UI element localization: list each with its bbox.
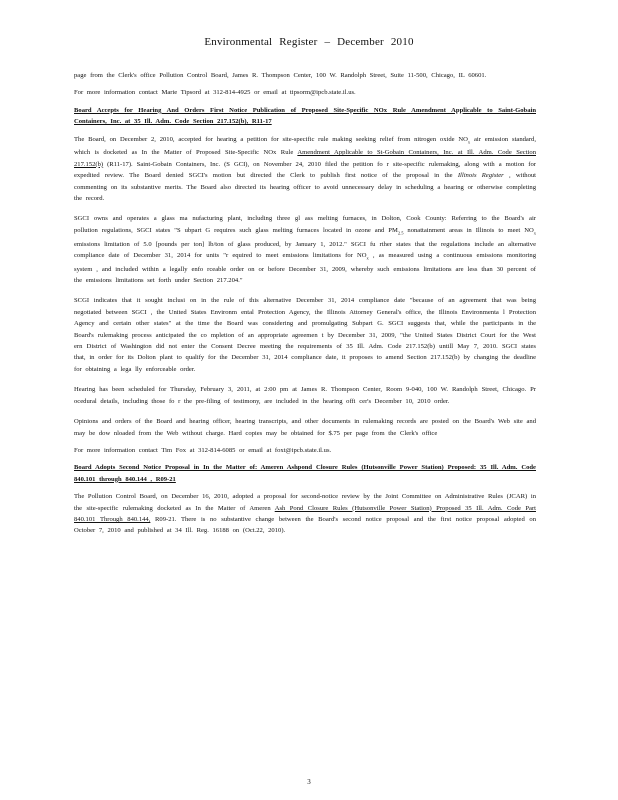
paragraph-clerk-office: page from the Clerk's office Pollution Control Board, James R. Thompson Center, 100 W. Randolph Street, Suite 11-500, Chicago, IL 60601.	[74, 72, 487, 79]
subscript: x	[467, 138, 471, 144]
paragraph-hearing-scheduled: Hearing has been scheduled for Thursday, February 3, 2011, at 2:00 pm at James R. Thompson Center, Room 9-040, 100 W. Randolph Street, Chicago. Pr ocedural details, including those fo r the pre-filing of testimony, are included in the hearing offi cer's December 10, 2010 order.	[74, 386, 536, 405]
paragraph-sgci-owns	[74, 213, 536, 286]
paragraph-scgi-indicates: SCGI indicates that it sought inclusi on in the rule of this alternative December 31, 2014 compliance date "because of an agreement that was being negotiated between SGCI , the United States Environm ental Protection Agency, the Illinois Attorney General's office, the Illinois Environmenta l Protection Agency and certain other states" at the time the Board was considering and promulgating Subpart G. SGCI suggests that, while the participants in the Board's rulemaking process anticipated the co mpletion of an appropriate agreemen t by December 31, 2009, "the United States District Court for the West ern District of Washington did not enter the Consent Decree meeting the requirements of 35 Ill. Adm. Code 217.152(b) untill May 7, 2010. SGCI states that, in order for its Dolton plant to qualify for the December 31, 2014 compliance date, it proposes to amend Section 217.152(b) by changing the deadline for obtaining a lega lly enforceable order.	[74, 297, 536, 373]
text-run: (R11-17). Saint-Gobain Containers, Inc. (S GCI), on November 24, 2010 filed the petition fo r site-specific rulemaking, along with a motion for expedited review. The Board denied SGCI's motion but directed the Clerk to publish first notice of the proposal in the	[74, 160, 536, 180]
subscript: x	[533, 230, 536, 236]
subscript: 2.5	[397, 230, 404, 236]
text-run: nonattainment areas in Illinois to meet NO	[403, 226, 534, 234]
paragraph-board-accepts	[74, 134, 536, 205]
text-run: SGCI owns and operates a glass ma nufacturing plant, including three gl ass melting furnaces, in Dolton, Cook County: Referring to the Board's air pollution regulations, SGCI states "S ubpart G requires such glass melting furnaces located in ozone and PM	[74, 215, 536, 234]
section-heading-saint-gobain: Board Accepts for Hearing And Orders First Notice Publication of Proposed Site-Specific NOx Rule Amendment Applicable to Saint-Gobain Containers, Inc. at 35 Ill. Adm. Code Section 217.152(b), R11-17	[74, 106, 536, 126]
text-run: emissions limitation of 5.0 [pounds per ton] lb/ton of glass produced, by January 1, 2012." SGCI fu rther states that the regulations include an alternative compliance date of December 31, 2014 for units "r equired to meet emissions limitations for NO	[74, 240, 536, 259]
text-run: R09-21. There is no substantive change between the Board's second notice proposal and the first notice proposal adopted on October 7, 2010 and published at 34 Ill. Reg. 16188 on (Oct.22, 2010).	[74, 515, 536, 535]
subscript: x	[366, 255, 369, 261]
document-body	[74, 70, 536, 546]
paragraph-contact-fox: For more information contact Tim Fox at 312-814-6085 or email at foxt@ipcb.state.il.us.	[74, 446, 332, 454]
page-number: 3	[307, 778, 311, 786]
paragraph-opinions: Opinions and orders of the Board and hearing officer, hearing transcripts, and other documents in rulemaking records are posted on the Board's Web site and may be dow nloaded from the Web without charge. Hard copies may be obtained for $.75 per page from the Clerk's office	[74, 418, 536, 437]
paragraph-board-adopts	[74, 491, 536, 537]
docket-title: Amendment Applicable to St-Gobain Containers, Inc. at Ill. Adm. Code Section 217.152(b)	[74, 149, 536, 168]
text-run: , without commenting on its substantive merits. The Board also directed its hearing officer to avoid unnecessary delay in scheduling a hearing or otherwise completing the record.	[74, 172, 537, 202]
page-header: Environmental Register – December 2010	[204, 36, 414, 48]
text-run: The Pollution Control Board, on December 16, 2010, adopted a proposal for second-notice review by the Joint Committee on Administrative Rules (JCAR) in the site-specific rulemaking docketed as In the Matter of Ameren	[74, 493, 536, 512]
text-run: air emission standard, which is docketed as In the Matter of Proposed Site-Specific NOx Rule	[74, 135, 536, 157]
illinois-register-title: Illinois Register	[457, 172, 504, 180]
docket-title: Ash Pond Closure Rules (Hutsonville Power Station) Proposed 35 Ill. Adm. Code Part 840.101 Through 840.144,	[74, 504, 536, 523]
text-run: The Board, on December 2, 2010, accepted for hearing a petition for site-specific rule making seeking relief from nitrogen oxide NO	[74, 135, 468, 143]
text-run: , as measured using a continuous emissions monitoring system , and included within a legally enfo rceable order on or before December 31, 2009, whereby such emissions limitations are less than 30 percent of the emissions limitations set forth under Section 217.204."	[74, 251, 537, 285]
section-heading-ameren: Board Adopts Second Notice Proposal in In the Matter of: Ameren Ashpond Closure Rules (Hutsonville Power Station) Proposed: 35 Ill. Adm. Code 840.101 through 840.144 , R09-21	[74, 464, 536, 483]
paragraph-contact-tipsord: For more information contact Marie Tipsord at 312-814-4925 or email at tipsorm@ipcb.state.il.us.	[74, 89, 356, 97]
